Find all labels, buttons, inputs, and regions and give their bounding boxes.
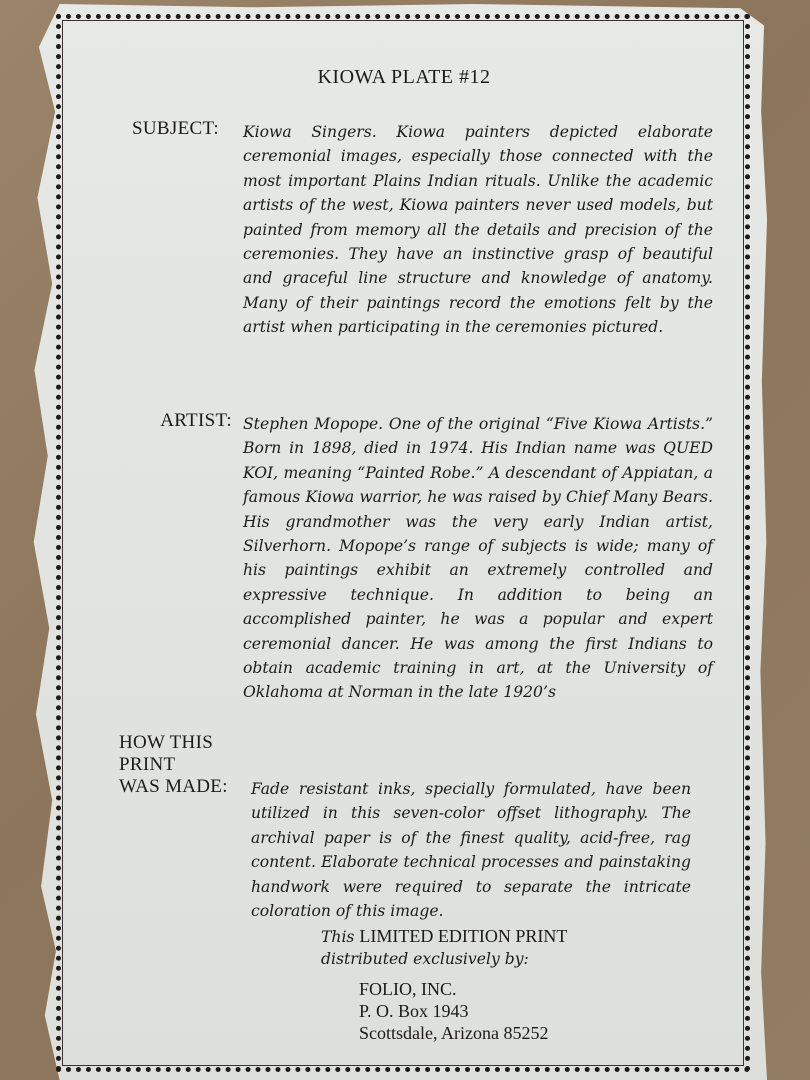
how-made-label-line1: HOW THIS [119, 732, 214, 753]
artist-label: ARTIST: [160, 410, 232, 431]
distributed-line: distributed exclusively by: [321, 950, 529, 968]
city-address: Scottsdale, Arizona 85252 [359, 1023, 549, 1043]
subject-text: Kiowa Singers. Kiowa painters depicted elaborate ceremonial images, especially those connected with the most important Plains Indian rituals. Unlike the academic artists of the west, Kiowa painters never used models, but painted from memory all the details and precision of the ceremonies. They have an instinctive grasp of beautiful and graceful line structure and knowledge of anatomy. Many of their paintings record the emotions felt by the artist when participating in the ceremonies pictured. [243, 123, 713, 337]
limited-edition-line [321, 926, 567, 947]
company-name: FOLIO, INC. [359, 979, 457, 999]
po-box: P. O. Box 1943 [359, 1001, 469, 1021]
how-made-text: Fade resistant inks, specially formulated, have been utilized in this seven-color offset lithography. The archival paper is of the finest quality, acid-free, rag content. Elaborate technical processes and painstaking handwork were required to separate the intricate coloration of this image. [251, 780, 691, 921]
page-title: KIOWA PLATE #12 [317, 66, 491, 88]
artist-text: Stephen Mopope. One of the original “Five Kiowa Artists.” Born in 1898, died in 1974. His Indian name was QUED KOI, meaning “Painted Robe.” A descendant of Appiatan, a famous Kiowa warrior, he was raised by Chief Many Bears. His grandmother was the very early Indian artist, Silverhorn. Mopope’s range of subjects is wide; many of his paintings exhibit an extremely controlled and expressive technique. In addition to being an accomplished painter, he was a popular and expert ceremonial dancer. He was among the first Indians to obtain academic training in art, at the University of Oklahoma at Norman in the late 1920’s [243, 415, 713, 702]
subject-label: SUBJECT: [132, 118, 219, 139]
how-made-label-line3: WAS MADE: [119, 776, 228, 797]
limited-edition-prefix: This [321, 928, 355, 946]
how-made-label-line2: PRINT [119, 754, 176, 775]
limited-edition-caps: LIMITED EDITION PRINT [359, 926, 568, 946]
